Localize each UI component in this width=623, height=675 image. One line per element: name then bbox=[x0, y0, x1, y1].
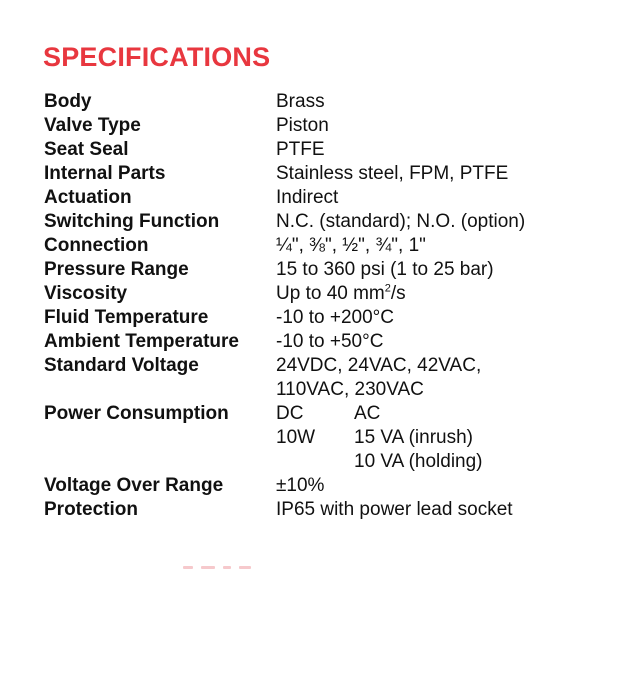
spec-row-body bbox=[44, 90, 604, 114]
spec-value: Brass bbox=[276, 91, 325, 112]
spec-value: -10 to +50°C bbox=[276, 331, 384, 352]
spec-row-pressure-range bbox=[44, 258, 604, 282]
specifications-table bbox=[44, 90, 604, 522]
viscosity-superscript: 2 bbox=[384, 282, 391, 295]
spec-row-ambient-temperature bbox=[44, 330, 604, 354]
power-ac-header: AC bbox=[354, 403, 381, 424]
voltage-line-1: 24VDC, 24VAC, 42VAC, bbox=[276, 355, 482, 376]
spec-value: ±10% bbox=[276, 475, 325, 496]
spec-label: Body bbox=[44, 91, 92, 112]
artifact-mark bbox=[223, 566, 231, 569]
viscosity-unit-tail: /s bbox=[390, 283, 406, 304]
spec-label: Fluid Temperature bbox=[44, 307, 209, 328]
spec-label: Viscosity bbox=[44, 283, 128, 304]
spec-value: -10 to +200°C bbox=[276, 307, 394, 328]
spec-label: Standard Voltage bbox=[44, 355, 199, 376]
spec-value: ¼", ⅜", ½", ¾", 1" bbox=[276, 235, 426, 256]
spec-label: Actuation bbox=[44, 187, 132, 208]
spec-label: Connection bbox=[44, 235, 149, 256]
spec-row-seat-seal bbox=[44, 138, 604, 162]
power-ac-inrush: 15 VA (inrush) bbox=[354, 427, 473, 448]
spec-label: Valve Type bbox=[44, 115, 141, 136]
spec-value: Piston bbox=[276, 115, 329, 136]
spec-row-internal-parts bbox=[44, 162, 604, 186]
faint-artifact-marks bbox=[183, 566, 253, 569]
spec-value bbox=[276, 354, 604, 402]
page-title: SPECIFICATIONS bbox=[43, 42, 271, 72]
spec-value: N.C. (standard); N.O. (option) bbox=[276, 211, 526, 232]
spec-label: Power Consumption bbox=[44, 403, 229, 424]
power-dc-header: DC bbox=[276, 403, 304, 424]
power-consumption-grid bbox=[276, 402, 604, 474]
spec-label: Voltage Over Range bbox=[44, 475, 224, 496]
spec-row-voltage-over-range bbox=[44, 474, 604, 498]
viscosity-value: Up to 40 mm bbox=[276, 283, 385, 304]
spec-value: 15 to 360 psi (1 to 25 bar) bbox=[276, 259, 494, 280]
spec-row-fluid-temperature bbox=[44, 306, 604, 330]
spec-value: Stainless steel, FPM, PTFE bbox=[276, 163, 509, 184]
power-dc-value: 10W bbox=[276, 427, 316, 448]
artifact-mark bbox=[239, 566, 251, 569]
power-dc-empty bbox=[276, 450, 354, 474]
artifact-mark bbox=[183, 566, 193, 569]
spec-value: IP65 with power lead socket bbox=[276, 499, 513, 520]
spec-value: PTFE bbox=[276, 139, 325, 160]
spec-row-protection bbox=[44, 498, 604, 522]
artifact-mark bbox=[201, 566, 215, 569]
spec-value: Indirect bbox=[276, 187, 339, 208]
spec-row-valve-type bbox=[44, 114, 604, 138]
spec-row-actuation bbox=[44, 186, 604, 210]
spec-row-viscosity bbox=[44, 282, 604, 306]
spec-row-standard-voltage bbox=[44, 354, 604, 402]
spec-label: Pressure Range bbox=[44, 259, 189, 280]
spec-row-power-consumption bbox=[44, 402, 604, 474]
power-ac-holding: 10 VA (holding) bbox=[354, 451, 483, 472]
spec-value bbox=[276, 282, 604, 306]
spec-label: Internal Parts bbox=[44, 163, 166, 184]
spec-row-switching-function bbox=[44, 210, 604, 234]
spec-label: Protection bbox=[44, 499, 138, 520]
spec-label: Seat Seal bbox=[44, 139, 129, 160]
spec-row-connection bbox=[44, 234, 604, 258]
voltage-line-2: 110VAC, 230VAC bbox=[276, 379, 424, 400]
spec-label: Switching Function bbox=[44, 211, 220, 232]
spec-label: Ambient Temperature bbox=[44, 331, 239, 352]
